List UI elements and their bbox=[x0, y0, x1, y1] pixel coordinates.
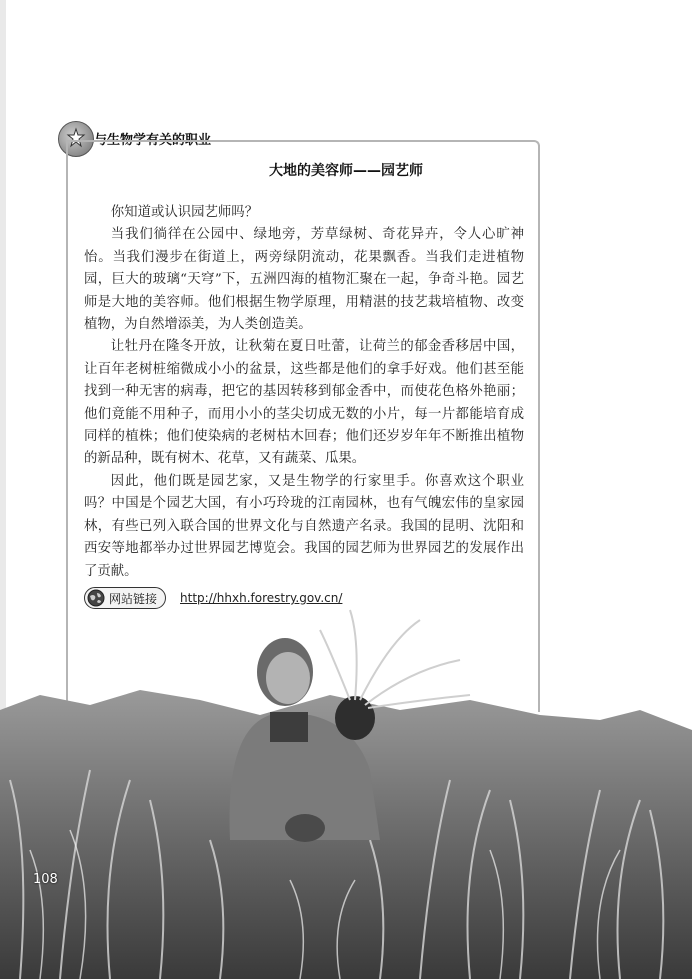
article-body bbox=[84, 202, 524, 583]
paragraph-skills: 让牡丹在隆冬开放，让秋菊在夏日吐蕾，让荷兰的郁金香移居中国，让百年老树桩缩微成小小的盆景，这些都是他们的拿手好戏。他们甚至能找到一种无害的病毒，把它的基因转移到郁金香中，而使花色格外艳丽；他们竟能不用种子，而用小小的茎尖切成无数的小片，每一片都能培育成同样的植株；他们使染病的老树枯木回春；他们还岁岁年年不断推出植物的新品种，既有树木、花草，又有蔬菜、瓜果。 bbox=[84, 339, 524, 467]
paragraph-intro: 当我们徜徉在公园中、绿地旁，芳草绿树、奇花异卉，令人心旷神怡。当我们漫步在街道上，两旁绿阴流动，花果飘香。当我们走进植物园，巨大的玻璃“天穹”下，五洲四海的植物汇聚在一起，争奇斗艳。园艺师是大地的美容师。他们根据生物学原理，用精湛的技艺栽培植物、改变植物，为自然增添美，为人类创造美。 bbox=[84, 227, 524, 333]
gardener-photo bbox=[0, 600, 692, 979]
website-badge-label: 网站链接 bbox=[109, 591, 158, 606]
article-title: 大地的美容师——园艺师 bbox=[269, 163, 423, 179]
paragraph-conclusion: 因此，他们既是园艺家，又是生物学的行家里手。你喜欢这个职业吗？中国是个园艺大国，有小巧玲珑的江南园林，也有气魄宏伟的皇家园林，有些已列入联合国的世界文化与自然遗产名录。我国的昆明、沈阳和西安等地都举办过世界园艺博览会。我国的园艺师为世界园艺的发展作出了贡献。 bbox=[84, 473, 524, 579]
website-url-link[interactable]: http://hhxh.forestry.gov.cn/ bbox=[180, 591, 343, 605]
paragraph-question: 你知道或认识园艺师吗？ bbox=[110, 205, 259, 220]
page-number: 108 bbox=[33, 872, 58, 887]
section-label: 与生物学有关的职业 bbox=[94, 133, 212, 148]
